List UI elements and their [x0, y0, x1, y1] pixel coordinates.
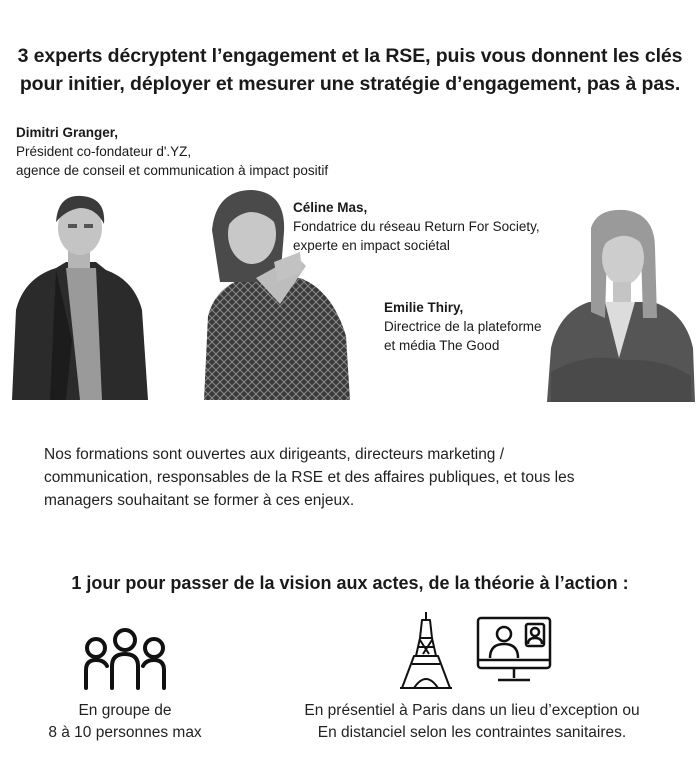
- intro-line-1: Nos formations sont ouvertes aux dirigeants, directeurs marketing /: [44, 446, 505, 463]
- expert-photo-dimitri: [10, 190, 150, 400]
- section-title: 1 jour pour passer de la vision aux actes, de la théorie à l’action :: [71, 573, 629, 593]
- intro-line-2: communication, responsables de la RSE et des affaires publiques, et tous les: [44, 469, 575, 486]
- caption-line-2: 8 à 10 personnes max: [48, 724, 202, 741]
- expert-role: Fondatrice du réseau Return For Society,: [293, 219, 540, 234]
- intro-line-3: managers souhaitant se former à ces enjeux.: [44, 492, 355, 509]
- group-icon: [82, 626, 168, 690]
- expert-name: Emilie Thiry,: [384, 300, 464, 315]
- headline-line-2: pour initier, déployer et mesurer une stratégie d’engagement, pas à pas.: [19, 73, 681, 95]
- eiffel-tower-icon: [396, 610, 456, 690]
- audience-intro: [44, 443, 664, 512]
- headline: [0, 42, 700, 98]
- headline-line-1: 3 experts décryptent l’engagement et la RSE, puis vous donnent les clés: [17, 45, 683, 67]
- expert-name: Céline Mas,: [293, 200, 368, 215]
- expert-name: Dimitri Granger,: [16, 125, 119, 140]
- expert-role: experte en impact sociétal: [293, 238, 450, 253]
- expert-bio-dimitri: [16, 123, 328, 180]
- expert-role: et média The Good: [384, 338, 500, 353]
- feature-caption-location: [262, 700, 682, 744]
- video-conference-icon: [476, 616, 552, 686]
- feature-caption-group: [20, 700, 230, 744]
- caption-line-1: En groupe de: [78, 702, 172, 719]
- expert-photo-emilie: [545, 208, 697, 402]
- caption-line-1: En présentiel à Paris dans un lieu d’exception ou: [304, 702, 640, 719]
- expert-role: agence de conseil et communication à impact positif: [16, 163, 329, 178]
- caption-line-2: En distanciel selon les contraintes sanitaires.: [317, 724, 627, 741]
- expert-bio-emilie: [384, 298, 542, 355]
- expert-photo-celine: [200, 186, 352, 400]
- expert-role: Directrice de la plateforme: [384, 319, 542, 334]
- expert-role: Président co-fondateur d'.YZ,: [16, 144, 192, 159]
